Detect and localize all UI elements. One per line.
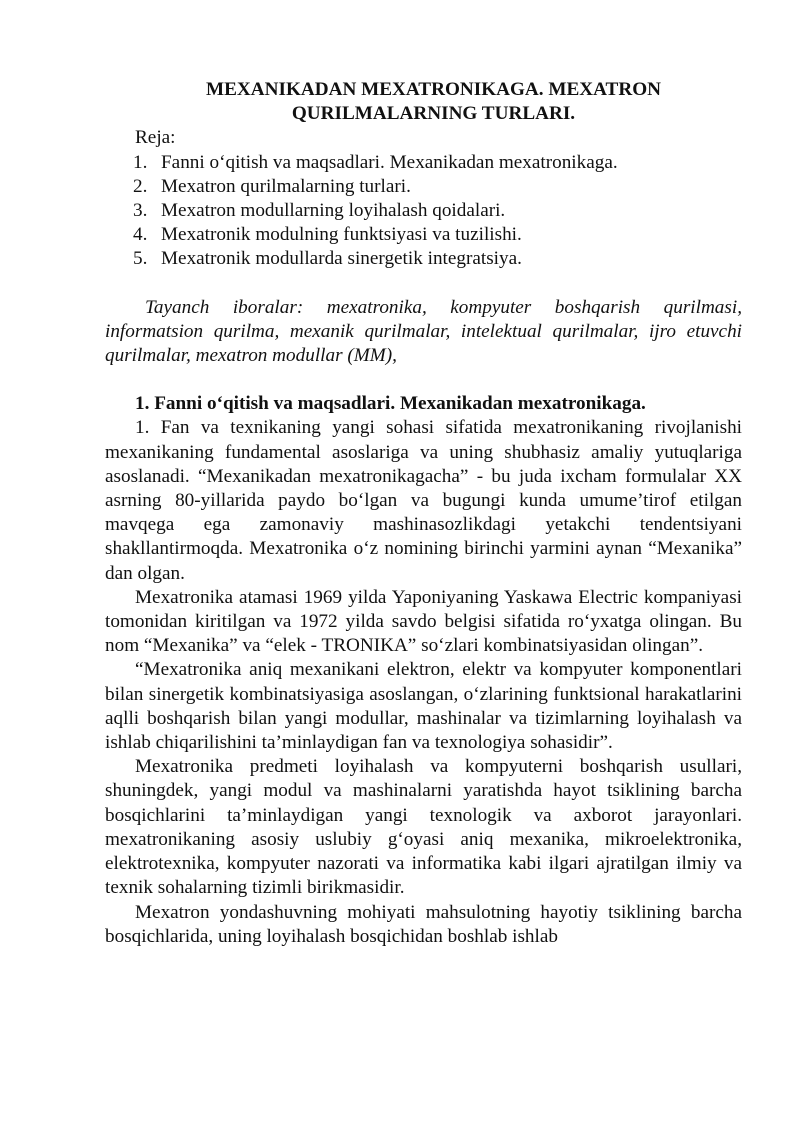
plan-item — [133, 175, 742, 199]
plan-item-number: 2. — [133, 175, 148, 197]
plan-item-number: 1. — [133, 151, 148, 173]
plan-item-text: Fanni o‘qitish va maqsadlari. Mexanikadan mexatronikaga. — [161, 151, 618, 173]
title-line-1: MEXANIKADAN MEXATRONIKAGA. MEXATRON — [206, 79, 661, 100]
plan-item-text: Mexatronik modulning funktsiyasi va tuzilishi. — [161, 224, 522, 246]
title-line-2: QURILMALARNING TURLARI. — [291, 103, 576, 125]
plan-item-text: Mexatron modullarning loyihalash qoidalari. — [161, 200, 506, 222]
plan-list — [105, 151, 742, 272]
plan-item-number: 5. — [133, 248, 148, 270]
plan-item — [133, 223, 742, 247]
document-page — [105, 78, 742, 949]
body-paragraph: 1. Fan va texnikaning yangi sohasi sifatida mexatronikaning rivojlanishi mexanikaning fundamental asoslariga va uning shubhasiz amaliy yutuqlariga asoslanadi. “Mexanikadan mexatronikagacha” - bu juda ixcham formulalar XX asrning 80-yillarida paydo bo‘lgan va bugungi kunda umume’tirof etilgan mavqega ega zamonaviy mashinasozlikdagi yetakchi tendentsiyani shakllantirmoqda. Mexatronika o‘z nomining birinchi yarmini aynan “Mexanika” dan olgan. — [105, 417, 742, 584]
body-paragraph: Mexatronika atamasi 1969 yilda Yaponiyaning Yaskawa Electric kompaniyasi tomonidan kiritilgan va 1972 yilda savdo belgisi sifatida ro‘yxatga olingan. Bu nom “Mexanika” va “elek - TRONIKA” so‘zlari kombinatsiyasidan olingan”. — [105, 586, 742, 657]
plan-item — [133, 247, 742, 271]
plan-item-text: Mexatron qurilmalarning turlari. — [161, 175, 411, 197]
body-paragraph: Mexatronika predmeti loyihalash va kompyuterni boshqarish usullari, shuningdek, yangi modul va mashinalarni yaratishda hayot tsiklining barcha bosqichlarini ta’minlaydigan yangi texnologik va axborot jarayonlari. mexatronikaning asosiy uslubiy g‘oyasi aniq mexanika, mikroelektronika, elektrotexnika, kompyuter nazorati va informatika kabi ilgari ajratilgan ilmiy va texnik sohalarning tizimli birikmasidir. — [105, 756, 742, 899]
keywords-paragraph: Tayanch iboralar: mexatronika, kompyuter boshqarish qurilmasi, informatsion qurilma, mexanik qurilmalar, intelektual qurilmalar, ijro etuvchi qurilmalar, mexatron modullar (MM), — [105, 296, 742, 367]
plan-item — [133, 199, 742, 223]
body-paragraph: Mexatron yondashuvning mohiyati mahsulotning hayotiy tsiklining barcha bosqichlarida, uning loyihalash bosqichidan boshlab ishlab — [105, 901, 742, 947]
section-1-heading: 1. Fanni o‘qitish va maqsadlari. Mexanikadan mexatronikaga. — [135, 393, 646, 415]
body-paragraph: “Mexatronika aniq mexanikani elektron, elektr va kompyuter komponentlari bilan sinergetik kombinatsiyasiga asoslangan, o‘zlarining funktsional harakatlarini aqlli boshqarish bilan yangi modullar, mashinalar va tizimlarning loyihalash va ishlab chiqarilishini ta’minlaydigan fan va texnologiya sohasidir”. — [105, 659, 742, 754]
plan-item — [133, 151, 742, 175]
plan-label: Reja: — [135, 127, 176, 149]
plan-item-text: Mexatronik modullarda sinergetik integratsiya. — [161, 248, 522, 270]
plan-item-number: 4. — [133, 224, 148, 246]
plan-item-number: 3. — [133, 200, 148, 222]
document-title — [105, 78, 742, 126]
